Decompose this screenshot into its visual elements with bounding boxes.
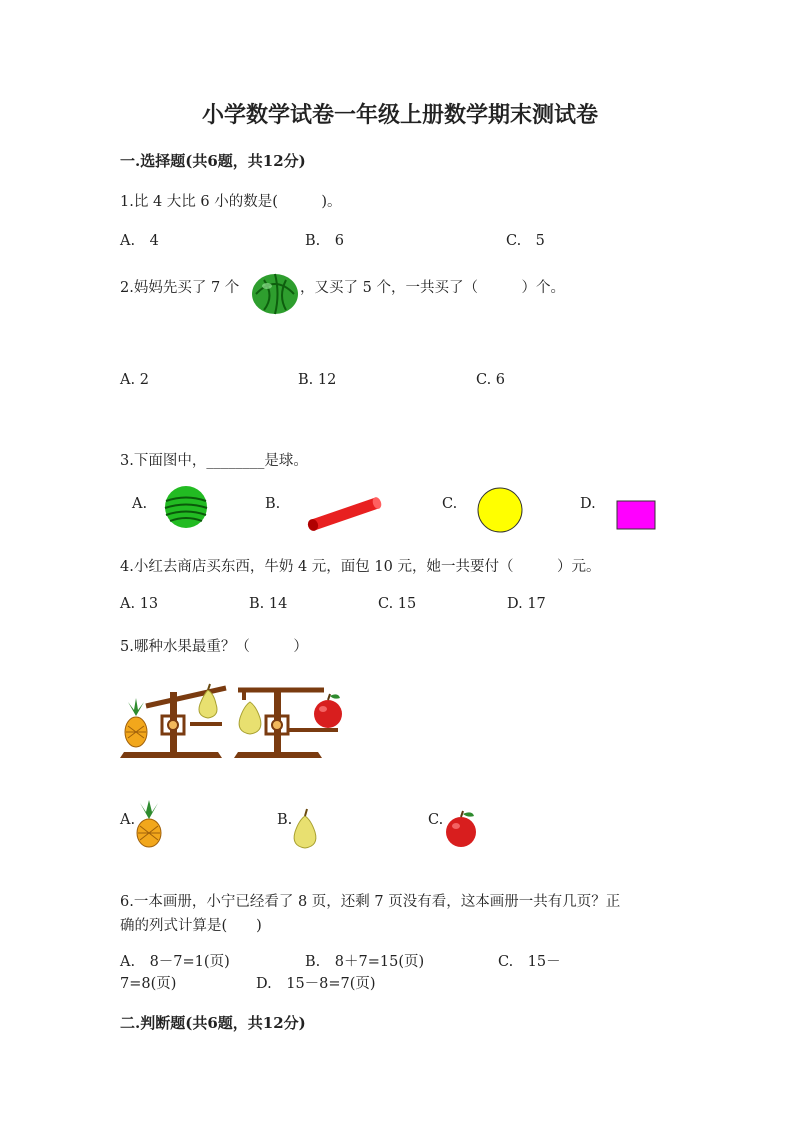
pear-icon — [290, 808, 320, 850]
q5-option-a[interactable]: A. — [120, 812, 136, 828]
q4-option-b[interactable]: B. 14 — [249, 596, 288, 612]
q2-option-a[interactable]: A. 2 — [120, 372, 149, 388]
question-3: 3.下面图中，________是球。 — [120, 453, 308, 469]
q2-option-c[interactable]: C. 6 — [476, 372, 506, 388]
q3-option-a[interactable]: A. — [132, 496, 148, 512]
pineapple-icon — [134, 800, 164, 848]
question-5: 5.哪种水果最重？（ ） — [120, 639, 308, 655]
q1-option-c[interactable]: C. 5 — [506, 233, 545, 249]
section-heading-judgment: 二.判断题(共6题，共12分) — [120, 1014, 306, 1032]
watermelon-icon — [250, 266, 300, 316]
circle-icon — [476, 486, 524, 534]
q6-option-d[interactable]: D. 15－8=7(页) — [256, 976, 376, 992]
question-6-line-1: 6.一本画册，小宁已经看了 8 页，还剩 7 页没有看，这本画册一共有几页？正 — [120, 894, 621, 910]
q4-option-c[interactable]: C. 15 — [378, 596, 417, 612]
q4-option-d[interactable]: D. 17 — [507, 596, 546, 612]
balance-scales-icon — [118, 682, 350, 766]
q3-option-c[interactable]: C. — [442, 496, 458, 512]
question-4: 4.小红去商店买东西，牛奶 4 元，面包 10 元，她一共要付（ ）元。 — [120, 559, 601, 575]
q6-option-a[interactable]: A. 8－7=1(页) — [120, 954, 230, 970]
square-icon — [616, 500, 656, 530]
q3-option-d[interactable]: D. — [580, 496, 596, 512]
q2-option-b[interactable]: B. 12 — [298, 372, 337, 388]
q3-option-b[interactable]: B. — [265, 496, 281, 512]
question-2-part-a: 2.妈妈先买了 7 个 — [120, 280, 240, 296]
ball-icon — [164, 486, 210, 530]
q6-option-c-part-1[interactable]: C. 15－ — [498, 954, 561, 970]
q4-option-a[interactable]: A. 13 — [120, 596, 159, 612]
q6-option-c-part-2[interactable]: 7=8(页) — [120, 976, 177, 992]
apple-icon — [444, 810, 480, 848]
q6-option-b[interactable]: B. 8＋7=15(页) — [305, 954, 425, 970]
page-title: 小学数学试卷一年级上册数学期末测试卷 — [201, 102, 598, 128]
question-6-line-2: 确的列式计算是( ) — [120, 918, 262, 934]
question-1: 1.比 4 大比 6 小的数是( )。 — [120, 194, 342, 210]
q5-option-c[interactable]: C. — [428, 812, 444, 828]
question-2-part-b: ，又买了 5 个，一共买了（ ）个。 — [300, 280, 565, 296]
q1-option-b[interactable]: B. 6 — [305, 233, 344, 249]
q5-option-b[interactable]: B. — [277, 812, 293, 828]
section-heading-choice: 一.选择题(共6题，共12分) — [120, 152, 306, 170]
cylinder-stick-icon — [302, 490, 384, 532]
q1-option-a[interactable]: A. 4 — [120, 233, 159, 249]
